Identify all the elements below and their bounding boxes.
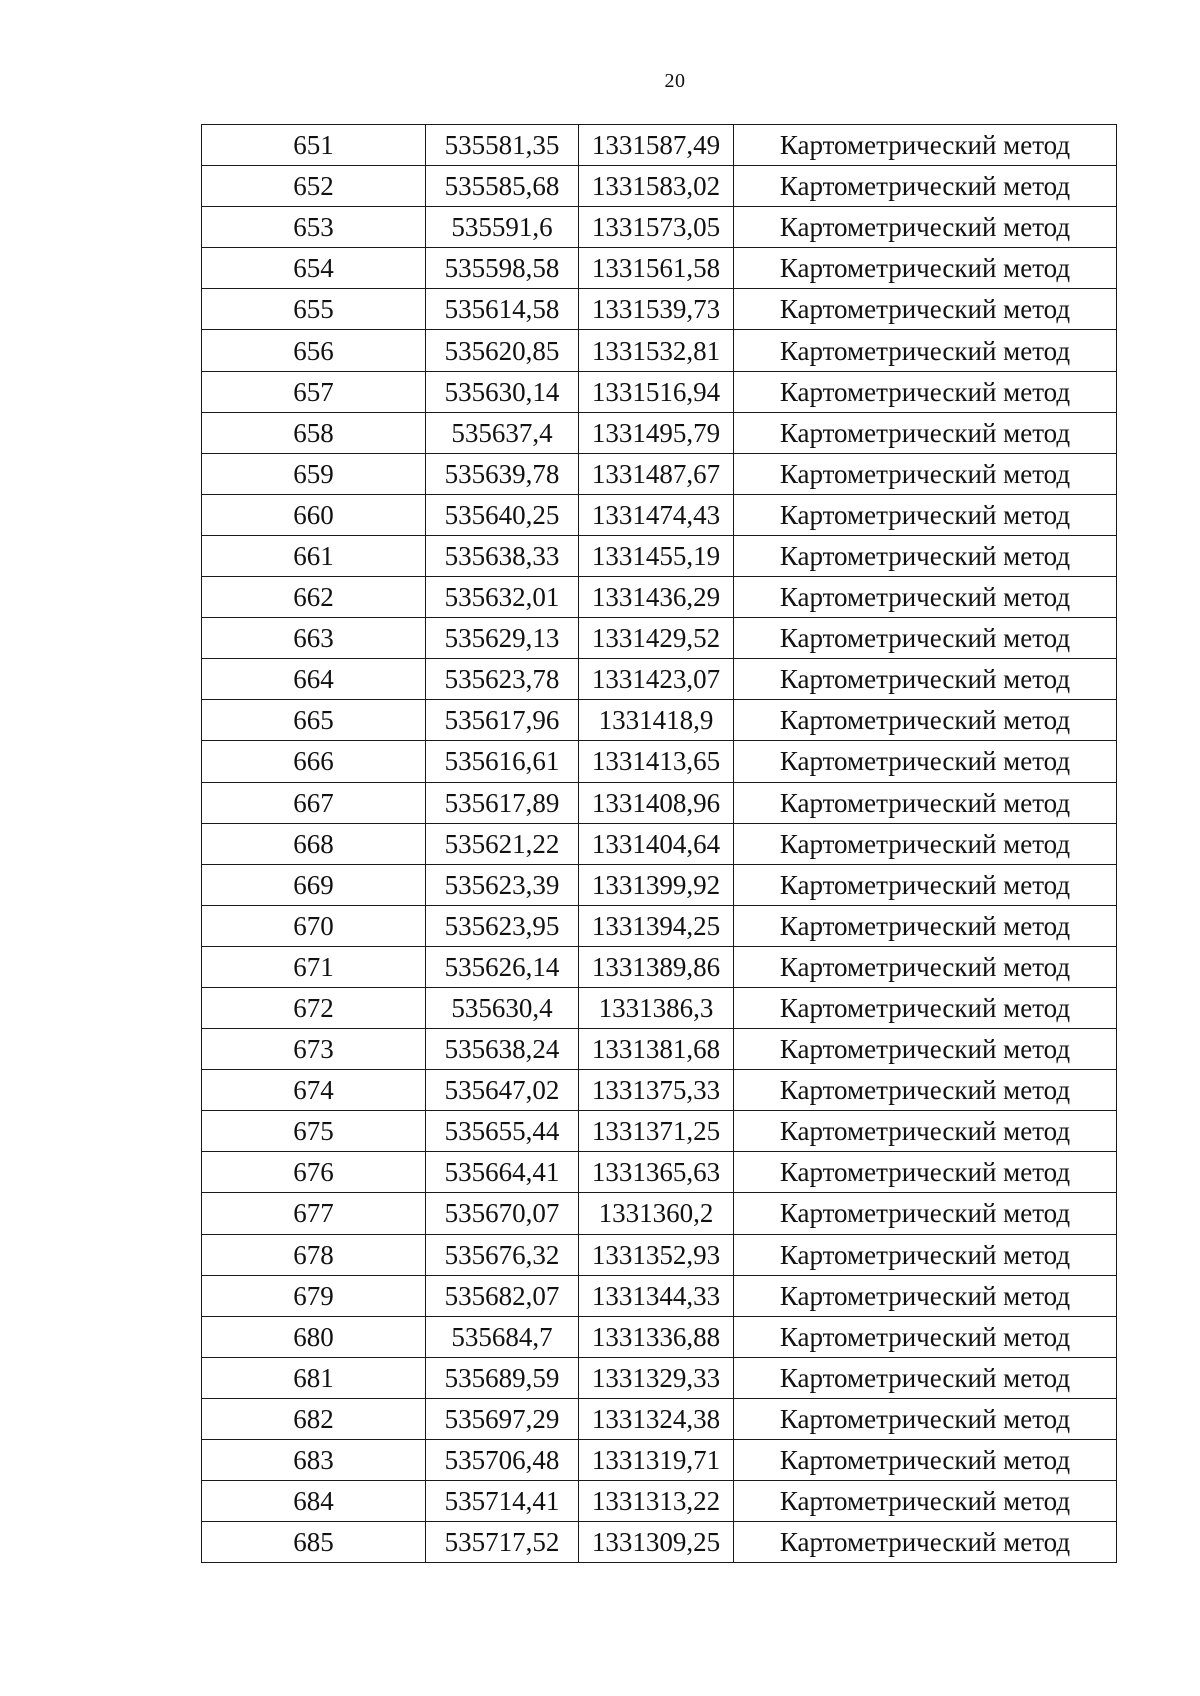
x-coordinate-cell: 535637,4	[426, 412, 579, 453]
y-coordinate-cell: 1331309,25	[579, 1522, 734, 1563]
x-coordinate-cell: 535639,78	[426, 453, 579, 494]
x-coordinate-cell: 535629,13	[426, 618, 579, 659]
x-coordinate-cell: 535581,35	[426, 125, 579, 166]
table-row	[202, 700, 1117, 741]
point-number-cell: 679	[202, 1275, 426, 1316]
point-number-cell: 683	[202, 1440, 426, 1481]
method-cell: Картометрический метод	[734, 782, 1117, 823]
y-coordinate-cell: 1331418,9	[579, 700, 734, 741]
y-coordinate-cell: 1331516,94	[579, 371, 734, 412]
x-coordinate-cell: 535623,39	[426, 864, 579, 905]
method-cell: Картометрический метод	[734, 618, 1117, 659]
y-coordinate-cell: 1331344,33	[579, 1275, 734, 1316]
y-coordinate-cell: 1331399,92	[579, 864, 734, 905]
point-number-cell: 670	[202, 905, 426, 946]
method-cell: Картометрический метод	[734, 1398, 1117, 1439]
point-number-cell: 651	[202, 125, 426, 166]
table-row	[202, 166, 1117, 207]
method-cell: Картометрический метод	[734, 330, 1117, 371]
table-row	[202, 535, 1117, 576]
x-coordinate-cell: 535717,52	[426, 1522, 579, 1563]
point-number-cell: 674	[202, 1070, 426, 1111]
table-row	[202, 987, 1117, 1028]
method-cell: Картометрический метод	[734, 1152, 1117, 1193]
point-number-cell: 685	[202, 1522, 426, 1563]
y-coordinate-cell: 1331404,64	[579, 823, 734, 864]
point-number-cell: 684	[202, 1481, 426, 1522]
method-cell: Картометрический метод	[734, 166, 1117, 207]
method-cell: Картометрический метод	[734, 535, 1117, 576]
table-row	[202, 1275, 1117, 1316]
method-cell: Картометрический метод	[734, 905, 1117, 946]
point-number-cell: 680	[202, 1316, 426, 1357]
point-number-cell: 669	[202, 864, 426, 905]
point-number-cell: 678	[202, 1234, 426, 1275]
x-coordinate-cell: 535616,61	[426, 741, 579, 782]
y-coordinate-cell: 1331336,88	[579, 1316, 734, 1357]
x-coordinate-cell: 535714,41	[426, 1481, 579, 1522]
y-coordinate-cell: 1331319,71	[579, 1440, 734, 1481]
y-coordinate-cell: 1331352,93	[579, 1234, 734, 1275]
x-coordinate-cell: 535630,4	[426, 987, 579, 1028]
table-row	[202, 864, 1117, 905]
x-coordinate-cell: 535664,41	[426, 1152, 579, 1193]
point-number-cell: 663	[202, 618, 426, 659]
y-coordinate-cell: 1331394,25	[579, 905, 734, 946]
x-coordinate-cell: 535670,07	[426, 1193, 579, 1234]
y-coordinate-cell: 1331561,58	[579, 248, 734, 289]
method-cell: Картометрический метод	[734, 371, 1117, 412]
y-coordinate-cell: 1331389,86	[579, 946, 734, 987]
method-cell: Картометрический метод	[734, 494, 1117, 535]
x-coordinate-cell: 535598,58	[426, 248, 579, 289]
y-coordinate-cell: 1331313,22	[579, 1481, 734, 1522]
table-row	[202, 207, 1117, 248]
table-row	[202, 1398, 1117, 1439]
x-coordinate-cell: 535630,14	[426, 371, 579, 412]
point-number-cell: 667	[202, 782, 426, 823]
table-row	[202, 125, 1117, 166]
method-cell: Картометрический метод	[734, 207, 1117, 248]
x-coordinate-cell: 535591,6	[426, 207, 579, 248]
table-row	[202, 412, 1117, 453]
table-row	[202, 1193, 1117, 1234]
table-row	[202, 1029, 1117, 1070]
x-coordinate-cell: 535614,58	[426, 289, 579, 330]
point-number-cell: 652	[202, 166, 426, 207]
method-cell: Картометрический метод	[734, 577, 1117, 618]
y-coordinate-cell: 1331587,49	[579, 125, 734, 166]
x-coordinate-cell: 535682,07	[426, 1275, 579, 1316]
point-number-cell: 677	[202, 1193, 426, 1234]
table-row	[202, 1234, 1117, 1275]
y-coordinate-cell: 1331413,65	[579, 741, 734, 782]
table-row	[202, 494, 1117, 535]
y-coordinate-cell: 1331532,81	[579, 330, 734, 371]
point-number-cell: 681	[202, 1357, 426, 1398]
table-row	[202, 248, 1117, 289]
point-number-cell: 675	[202, 1111, 426, 1152]
method-cell: Картометрический метод	[734, 987, 1117, 1028]
method-cell: Картометрический метод	[734, 248, 1117, 289]
x-coordinate-cell: 535640,25	[426, 494, 579, 535]
y-coordinate-cell: 1331495,79	[579, 412, 734, 453]
method-cell: Картометрический метод	[734, 125, 1117, 166]
table-row	[202, 823, 1117, 864]
y-coordinate-cell: 1331429,52	[579, 618, 734, 659]
table-row	[202, 1440, 1117, 1481]
point-number-cell: 672	[202, 987, 426, 1028]
point-number-cell: 668	[202, 823, 426, 864]
x-coordinate-cell: 535626,14	[426, 946, 579, 987]
method-cell: Картометрический метод	[734, 1440, 1117, 1481]
point-number-cell: 655	[202, 289, 426, 330]
table-row	[202, 1522, 1117, 1563]
method-cell: Картометрический метод	[734, 946, 1117, 987]
method-cell: Картометрический метод	[734, 1193, 1117, 1234]
point-number-cell: 660	[202, 494, 426, 535]
table-row	[202, 905, 1117, 946]
table-row	[202, 289, 1117, 330]
method-cell: Картометрический метод	[734, 1481, 1117, 1522]
table-row	[202, 782, 1117, 823]
coordinates-table-body	[202, 125, 1117, 1563]
point-number-cell: 682	[202, 1398, 426, 1439]
point-number-cell: 666	[202, 741, 426, 782]
x-coordinate-cell: 535697,29	[426, 1398, 579, 1439]
x-coordinate-cell: 535621,22	[426, 823, 579, 864]
x-coordinate-cell: 535632,01	[426, 577, 579, 618]
y-coordinate-cell: 1331436,29	[579, 577, 734, 618]
point-number-cell: 665	[202, 700, 426, 741]
y-coordinate-cell: 1331375,33	[579, 1070, 734, 1111]
method-cell: Картометрический метод	[734, 1111, 1117, 1152]
method-cell: Картометрический метод	[734, 659, 1117, 700]
x-coordinate-cell: 535620,85	[426, 330, 579, 371]
method-cell: Картометрический метод	[734, 741, 1117, 782]
x-coordinate-cell: 535689,59	[426, 1357, 579, 1398]
y-coordinate-cell: 1331381,68	[579, 1029, 734, 1070]
point-number-cell: 654	[202, 248, 426, 289]
table-row	[202, 371, 1117, 412]
point-number-cell: 662	[202, 577, 426, 618]
table-row	[202, 659, 1117, 700]
y-coordinate-cell: 1331365,63	[579, 1152, 734, 1193]
y-coordinate-cell: 1331329,33	[579, 1357, 734, 1398]
point-number-cell: 673	[202, 1029, 426, 1070]
y-coordinate-cell: 1331455,19	[579, 535, 734, 576]
point-number-cell: 661	[202, 535, 426, 576]
point-number-cell: 676	[202, 1152, 426, 1193]
x-coordinate-cell: 535617,96	[426, 700, 579, 741]
y-coordinate-cell: 1331423,07	[579, 659, 734, 700]
table-row	[202, 946, 1117, 987]
point-number-cell: 659	[202, 453, 426, 494]
method-cell: Картометрический метод	[734, 1316, 1117, 1357]
method-cell: Картометрический метод	[734, 1070, 1117, 1111]
x-coordinate-cell: 535585,68	[426, 166, 579, 207]
y-coordinate-cell: 1331324,38	[579, 1398, 734, 1439]
page-number: 20	[664, 70, 686, 92]
method-cell: Картометрический метод	[734, 412, 1117, 453]
x-coordinate-cell: 535706,48	[426, 1440, 579, 1481]
method-cell: Картометрический метод	[734, 823, 1117, 864]
method-cell: Картометрический метод	[734, 289, 1117, 330]
y-coordinate-cell: 1331539,73	[579, 289, 734, 330]
x-coordinate-cell: 535684,7	[426, 1316, 579, 1357]
method-cell: Картометрический метод	[734, 1275, 1117, 1316]
y-coordinate-cell: 1331487,67	[579, 453, 734, 494]
coordinates-table	[201, 124, 1117, 1563]
point-number-cell: 671	[202, 946, 426, 987]
table-row	[202, 330, 1117, 371]
table-row	[202, 453, 1117, 494]
table-row	[202, 577, 1117, 618]
table-row	[202, 1357, 1117, 1398]
x-coordinate-cell: 535638,24	[426, 1029, 579, 1070]
table-row	[202, 1070, 1117, 1111]
x-coordinate-cell: 535676,32	[426, 1234, 579, 1275]
y-coordinate-cell: 1331583,02	[579, 166, 734, 207]
x-coordinate-cell: 535623,78	[426, 659, 579, 700]
y-coordinate-cell: 1331386,3	[579, 987, 734, 1028]
y-coordinate-cell: 1331408,96	[579, 782, 734, 823]
method-cell: Картометрический метод	[734, 1029, 1117, 1070]
x-coordinate-cell: 535655,44	[426, 1111, 579, 1152]
y-coordinate-cell: 1331360,2	[579, 1193, 734, 1234]
table-row	[202, 618, 1117, 659]
x-coordinate-cell: 535647,02	[426, 1070, 579, 1111]
table-row	[202, 1316, 1117, 1357]
method-cell: Картометрический метод	[734, 1357, 1117, 1398]
x-coordinate-cell: 535638,33	[426, 535, 579, 576]
point-number-cell: 656	[202, 330, 426, 371]
method-cell: Картометрический метод	[734, 1234, 1117, 1275]
point-number-cell: 664	[202, 659, 426, 700]
y-coordinate-cell: 1331573,05	[579, 207, 734, 248]
method-cell: Картометрический метод	[734, 1522, 1117, 1563]
x-coordinate-cell: 535617,89	[426, 782, 579, 823]
table-row	[202, 1111, 1117, 1152]
table-row	[202, 1481, 1117, 1522]
y-coordinate-cell: 1331371,25	[579, 1111, 734, 1152]
x-coordinate-cell: 535623,95	[426, 905, 579, 946]
point-number-cell: 657	[202, 371, 426, 412]
method-cell: Картометрический метод	[734, 453, 1117, 494]
y-coordinate-cell: 1331474,43	[579, 494, 734, 535]
method-cell: Картометрический метод	[734, 700, 1117, 741]
table-row	[202, 741, 1117, 782]
point-number-cell: 658	[202, 412, 426, 453]
point-number-cell: 653	[202, 207, 426, 248]
method-cell: Картометрический метод	[734, 864, 1117, 905]
table-row	[202, 1152, 1117, 1193]
